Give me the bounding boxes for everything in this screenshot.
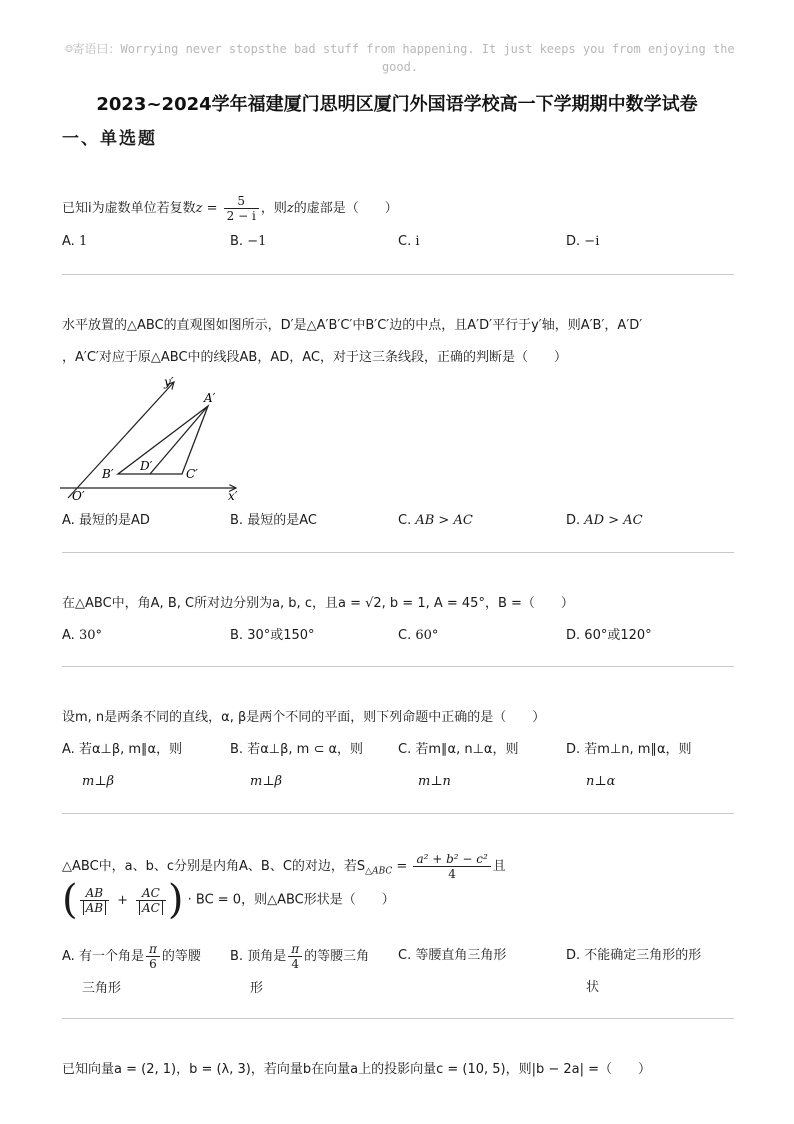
option-text: i [415, 234, 420, 249]
option-text: 30° [78, 628, 102, 643]
option-label: B. [230, 513, 244, 528]
option-text: 若α⊥β, m ⊂ α，则 [247, 742, 364, 757]
option-text: 最短的是AD [78, 513, 150, 528]
question-5-line-2 [62, 877, 742, 930]
vector-ab: AB [85, 885, 104, 900]
option-label: D. [566, 948, 581, 963]
divider [62, 666, 734, 667]
option-text: −1 [247, 234, 267, 249]
option-text: 不能确定三角形的形 [584, 948, 702, 963]
unit-vector-ac [136, 886, 166, 915]
q5-prefix: △ABC中，a、b、c分别是内角A、B、C的对边，若S [62, 859, 366, 874]
oblique-diagram [60, 372, 250, 506]
label-b: B′ [102, 467, 114, 481]
q2-option-c[interactable] [398, 511, 473, 531]
vector-ab-norm: AB [83, 901, 106, 915]
q1-var: z [195, 201, 203, 216]
q5-numerator: a² + b² − c² [416, 852, 488, 866]
median-line [150, 406, 208, 474]
option-text: 顶角是 [247, 949, 287, 964]
q5-option-b[interactable] [230, 942, 369, 999]
q2-option-b[interactable] [230, 511, 317, 531]
q1-option-a[interactable] [62, 232, 87, 252]
question-3: 在△ABC中，角A, B, C所对边分别为a, b, c，且a = √2, b = 1, A = 45°，B =（ ） [62, 596, 574, 611]
q5-option-d[interactable] [566, 946, 701, 998]
option-text-post: 的等腰三角 [304, 949, 370, 964]
q3-option-c[interactable] [398, 626, 438, 646]
option-label: B. [230, 742, 244, 757]
label-x: x′ [228, 489, 238, 503]
label-origin: O′ [72, 489, 85, 503]
option-label: A. [62, 742, 75, 757]
q3-option-d[interactable] [566, 626, 652, 646]
question-2-line-2: ，A′C′对应于原△ABC中的线段AB，AD，AC，对于这三条线段，正确的判断是（ ） [62, 350, 567, 365]
frac-den: 4 [288, 956, 302, 971]
option-label: C. [398, 234, 412, 249]
q2-option-d[interactable] [566, 511, 643, 531]
option-text: 30°或150° [247, 628, 315, 643]
exam-title: 2023~2024学年福建厦门思明区厦门外国语学校高一下学期期中数学试卷 [96, 94, 698, 115]
option-label: D. [566, 742, 581, 757]
option-label: B. [230, 628, 244, 643]
option-text: 60° [415, 628, 439, 643]
option-label: C. [398, 628, 412, 643]
q4-option-d[interactable] [566, 740, 692, 792]
question-1 [62, 194, 742, 223]
q1-option-b[interactable] [230, 232, 266, 252]
divider [62, 1018, 734, 1019]
q1-var2: z [286, 201, 294, 216]
q5-fraction [413, 852, 490, 881]
q5-eq: = [392, 859, 412, 874]
q1-eq: = [202, 201, 222, 216]
q1-suffix: 的虚部是（ ） [293, 201, 398, 216]
watermark-line-1: ☺寄语曰：Worrying never stopsthe bad stuff from happening. It just keeps you from enjoying the [65, 42, 735, 56]
option-label: C. [398, 948, 412, 963]
option-label: A. [62, 513, 75, 528]
triangle [118, 406, 208, 474]
left-paren: ( [62, 877, 78, 923]
q1-fraction [224, 194, 259, 223]
section-heading: 一、单选题 [62, 129, 157, 149]
label-d: D′ [140, 459, 153, 473]
watermark-line-2: good. [381, 60, 419, 74]
option-text-line-2: 状 [586, 980, 600, 995]
option-text: AB > AC [415, 513, 473, 528]
q5-denominator: 4 [413, 866, 490, 881]
option-label: A. [62, 628, 75, 643]
frac-den: 6 [146, 956, 160, 971]
divider [62, 274, 734, 275]
option-text-line-2: 形 [250, 981, 264, 996]
option-text-line-2: m⊥β [250, 774, 283, 789]
option-text: −i [584, 234, 600, 249]
option-text-line-2: 三角形 [82, 981, 122, 996]
y-axis [68, 382, 174, 498]
option-label: A. [62, 234, 75, 249]
option-label: D. [566, 234, 581, 249]
vector-ac: AC [142, 885, 160, 900]
q5-subscript: △ABC [365, 866, 393, 877]
option-text: 若α⊥β, m∥α，则 [78, 742, 183, 757]
right-paren: ) [167, 877, 184, 923]
divider [62, 552, 734, 553]
label-c: C′ [186, 467, 198, 481]
question-4: 设m, n是两条不同的直线，α, β是两个不同的平面，则下列命题中正确的是（ ） [62, 710, 546, 725]
option-text: AD > AC [584, 513, 643, 528]
frac-num: π [291, 942, 300, 956]
option-text: 等腰直角三角形 [415, 948, 507, 963]
divider [62, 813, 734, 814]
q2-option-a[interactable] [62, 511, 150, 531]
question-5-line-1 [62, 852, 742, 882]
frac-num: π [148, 942, 157, 956]
option-label: D. [566, 513, 581, 528]
option-label: B. [230, 234, 244, 249]
plus-sign: + [117, 892, 128, 908]
watermark [40, 40, 760, 76]
option-text-post: 的等腰 [161, 949, 201, 964]
option-text-line-2: m⊥β [82, 774, 115, 789]
unit-vector-ab [80, 886, 109, 915]
q5-tail: · BC = 0，则△ABC形状是（ ） [187, 892, 395, 908]
q1-numerator: 5 [237, 194, 246, 208]
option-text: 有一个角是 [78, 949, 144, 964]
option-text: 若m∥α, n⊥α，则 [415, 742, 519, 757]
q1-denominator: 2 − i [224, 208, 259, 223]
option-text: 若m⊥n, m∥α，则 [584, 742, 692, 757]
option-label: A. [62, 949, 75, 964]
q3-option-a[interactable] [62, 626, 102, 646]
q4-option-c[interactable] [398, 740, 519, 792]
option-text-line-2: n⊥α [586, 774, 616, 789]
label-y: y′ [164, 375, 174, 389]
q1-option-d[interactable] [566, 232, 599, 252]
vector-ac-norm: AC [139, 901, 163, 915]
option-label: C. [398, 742, 412, 757]
option-label: B. [230, 949, 244, 964]
option-text: 1 [78, 234, 88, 249]
option-label: D. [566, 628, 581, 643]
q4-option-a[interactable] [62, 740, 182, 792]
q5-option-c[interactable] [398, 946, 506, 966]
option-text: 最短的是AC [247, 513, 317, 528]
q5-option-a[interactable] [62, 942, 201, 999]
q4-option-b[interactable] [230, 740, 363, 792]
q1-prefix: 已知i为虚数单位若复数 [62, 201, 196, 216]
option-text-line-2: m⊥n [418, 774, 451, 789]
option-label: C. [398, 513, 412, 528]
option-text: 60°或120° [584, 628, 652, 643]
q1-option-c[interactable] [398, 232, 420, 252]
q3-option-b[interactable] [230, 626, 315, 646]
label-a: A′ [204, 391, 216, 405]
q5-suffix: 且 [492, 859, 506, 874]
question-6: 已知向量a = (2, 1)，b = (λ, 3)，若向量b在向量a上的投影向量c = (10, 5)，则|b − 2a| =（ ） [62, 1062, 652, 1077]
q1-mid: ，则 [260, 201, 287, 216]
question-2-line-1: 水平放置的△ABC的直观图如图所示，D′是△A′B′C′中B′C′边的中点，且A′D′平行于y′轴，则A′B′，A′D′ [62, 318, 643, 333]
